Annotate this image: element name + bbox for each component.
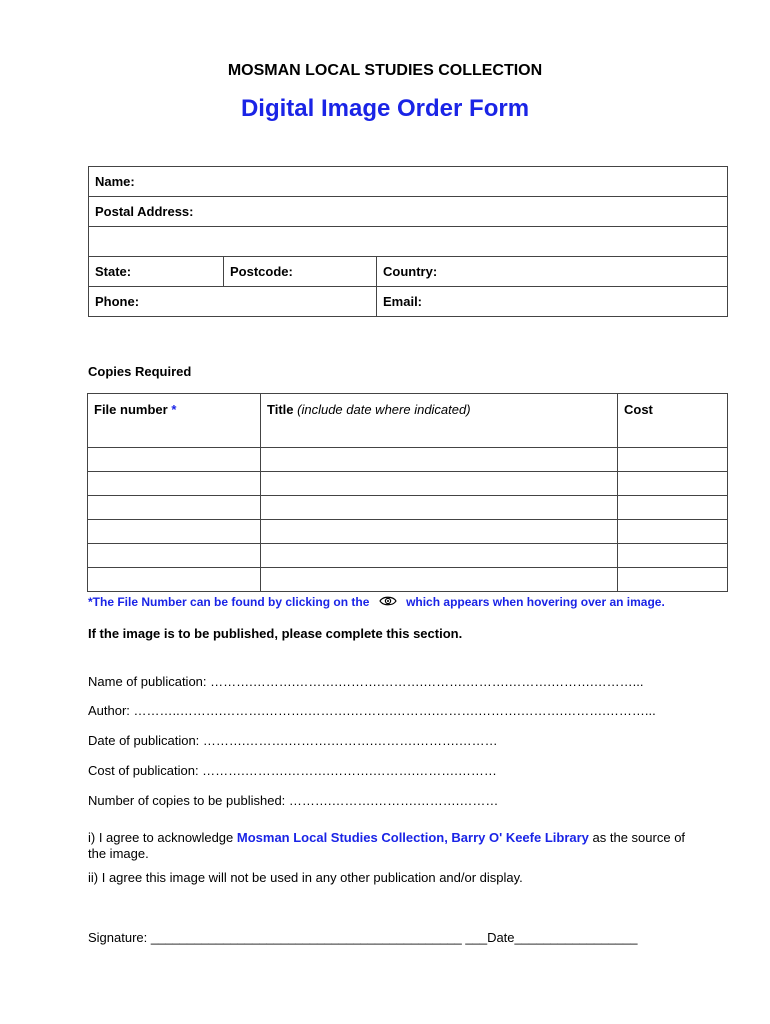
library-name: Mosman Local Studies Collection, Barry O' Keefe Library (236, 830, 589, 845)
email-label: Email: (383, 294, 423, 309)
signature-date-line[interactable]: Signature: ___________________________________________ ___Date_________________ (88, 930, 638, 945)
file-number-cell[interactable] (88, 448, 261, 472)
table-row (88, 568, 728, 592)
table-row (88, 544, 728, 568)
table-row (88, 496, 728, 520)
cost-cell[interactable] (618, 496, 728, 520)
postal-address-line-2-field[interactable] (89, 227, 728, 257)
cost-cell[interactable] (618, 472, 728, 496)
email-field[interactable] (377, 287, 728, 317)
required-asterisk: * (171, 402, 177, 417)
postal-address-field[interactable] (89, 197, 728, 227)
file-number-cell[interactable] (88, 544, 261, 568)
publication-name-field[interactable]: Name of publication: ……….……….……….……….……….……….……….……….……….………... (88, 674, 644, 689)
table-header-row (88, 394, 728, 448)
cost-cell[interactable] (618, 568, 728, 592)
postcode-field[interactable] (224, 257, 377, 287)
name-field[interactable] (89, 167, 728, 197)
postal-address-label: Postal Address: (95, 204, 194, 219)
title-cell[interactable] (261, 448, 618, 472)
state-field[interactable] (89, 257, 224, 287)
table-row (88, 520, 728, 544)
publication-date-field[interactable]: Date of publication: ……….……….……….……….……….……….……… (88, 733, 498, 748)
title-cell[interactable] (261, 520, 618, 544)
name-label: Name: (95, 174, 135, 189)
agreement-acknowledge: i) I agree to acknowledge Mosman Local Studies Collection, Barry O' Keefe Library as the source of the image. (88, 830, 686, 861)
author-field[interactable]: Author: ………..……….……….……….……….……….……….……….……….……….……….………... (88, 703, 656, 718)
table-row (88, 448, 728, 472)
column-header-title: Title (include date where indicated) (261, 394, 618, 448)
title-cell[interactable] (261, 544, 618, 568)
file-number-cell[interactable] (88, 472, 261, 496)
file-number-cell[interactable] (88, 568, 261, 592)
cost-cell[interactable] (618, 448, 728, 472)
file-number-cell[interactable] (88, 520, 261, 544)
column-header-file-number: File number * (88, 394, 261, 448)
file-number-cell[interactable] (88, 496, 261, 520)
agreement-usage: ii) I agree this image will not be used in any other publication and/or display. (88, 870, 523, 885)
title-cell[interactable] (261, 496, 618, 520)
cost-cell[interactable] (618, 520, 728, 544)
state-label: State: (95, 264, 132, 279)
publication-cost-field[interactable]: Cost of publication: ……….……….……….……….……….……….……… (88, 763, 497, 778)
form-title: Digital Image Order Form (240, 95, 530, 122)
title-cell[interactable] (261, 568, 618, 592)
title-cell[interactable] (261, 472, 618, 496)
publication-section-heading: If the image is to be published, please complete this section. (88, 626, 463, 641)
postcode-label: Postcode: (230, 264, 293, 279)
country-field[interactable] (377, 257, 728, 287)
table-row (88, 472, 728, 496)
copies-required-table (87, 393, 728, 592)
phone-label: Phone: (95, 294, 140, 309)
country-label: Country: (383, 264, 438, 279)
organization-heading: MOSMAN LOCAL STUDIES COLLECTION (227, 62, 543, 79)
column-header-cost: Cost (618, 394, 728, 448)
contact-details-table (88, 166, 728, 317)
cost-cell[interactable] (618, 544, 728, 568)
phone-field[interactable] (89, 287, 377, 317)
copies-published-field[interactable]: Number of copies to be published: ……….……….……….……….……… (88, 793, 499, 808)
copies-required-heading: Copies Required (88, 364, 192, 379)
title-hint: (include date where indicated) (297, 402, 471, 417)
file-number-footnote: *The File Number can be found by clicking on the which appears when hovering over an image. (88, 595, 665, 609)
eye-icon (373, 595, 403, 610)
